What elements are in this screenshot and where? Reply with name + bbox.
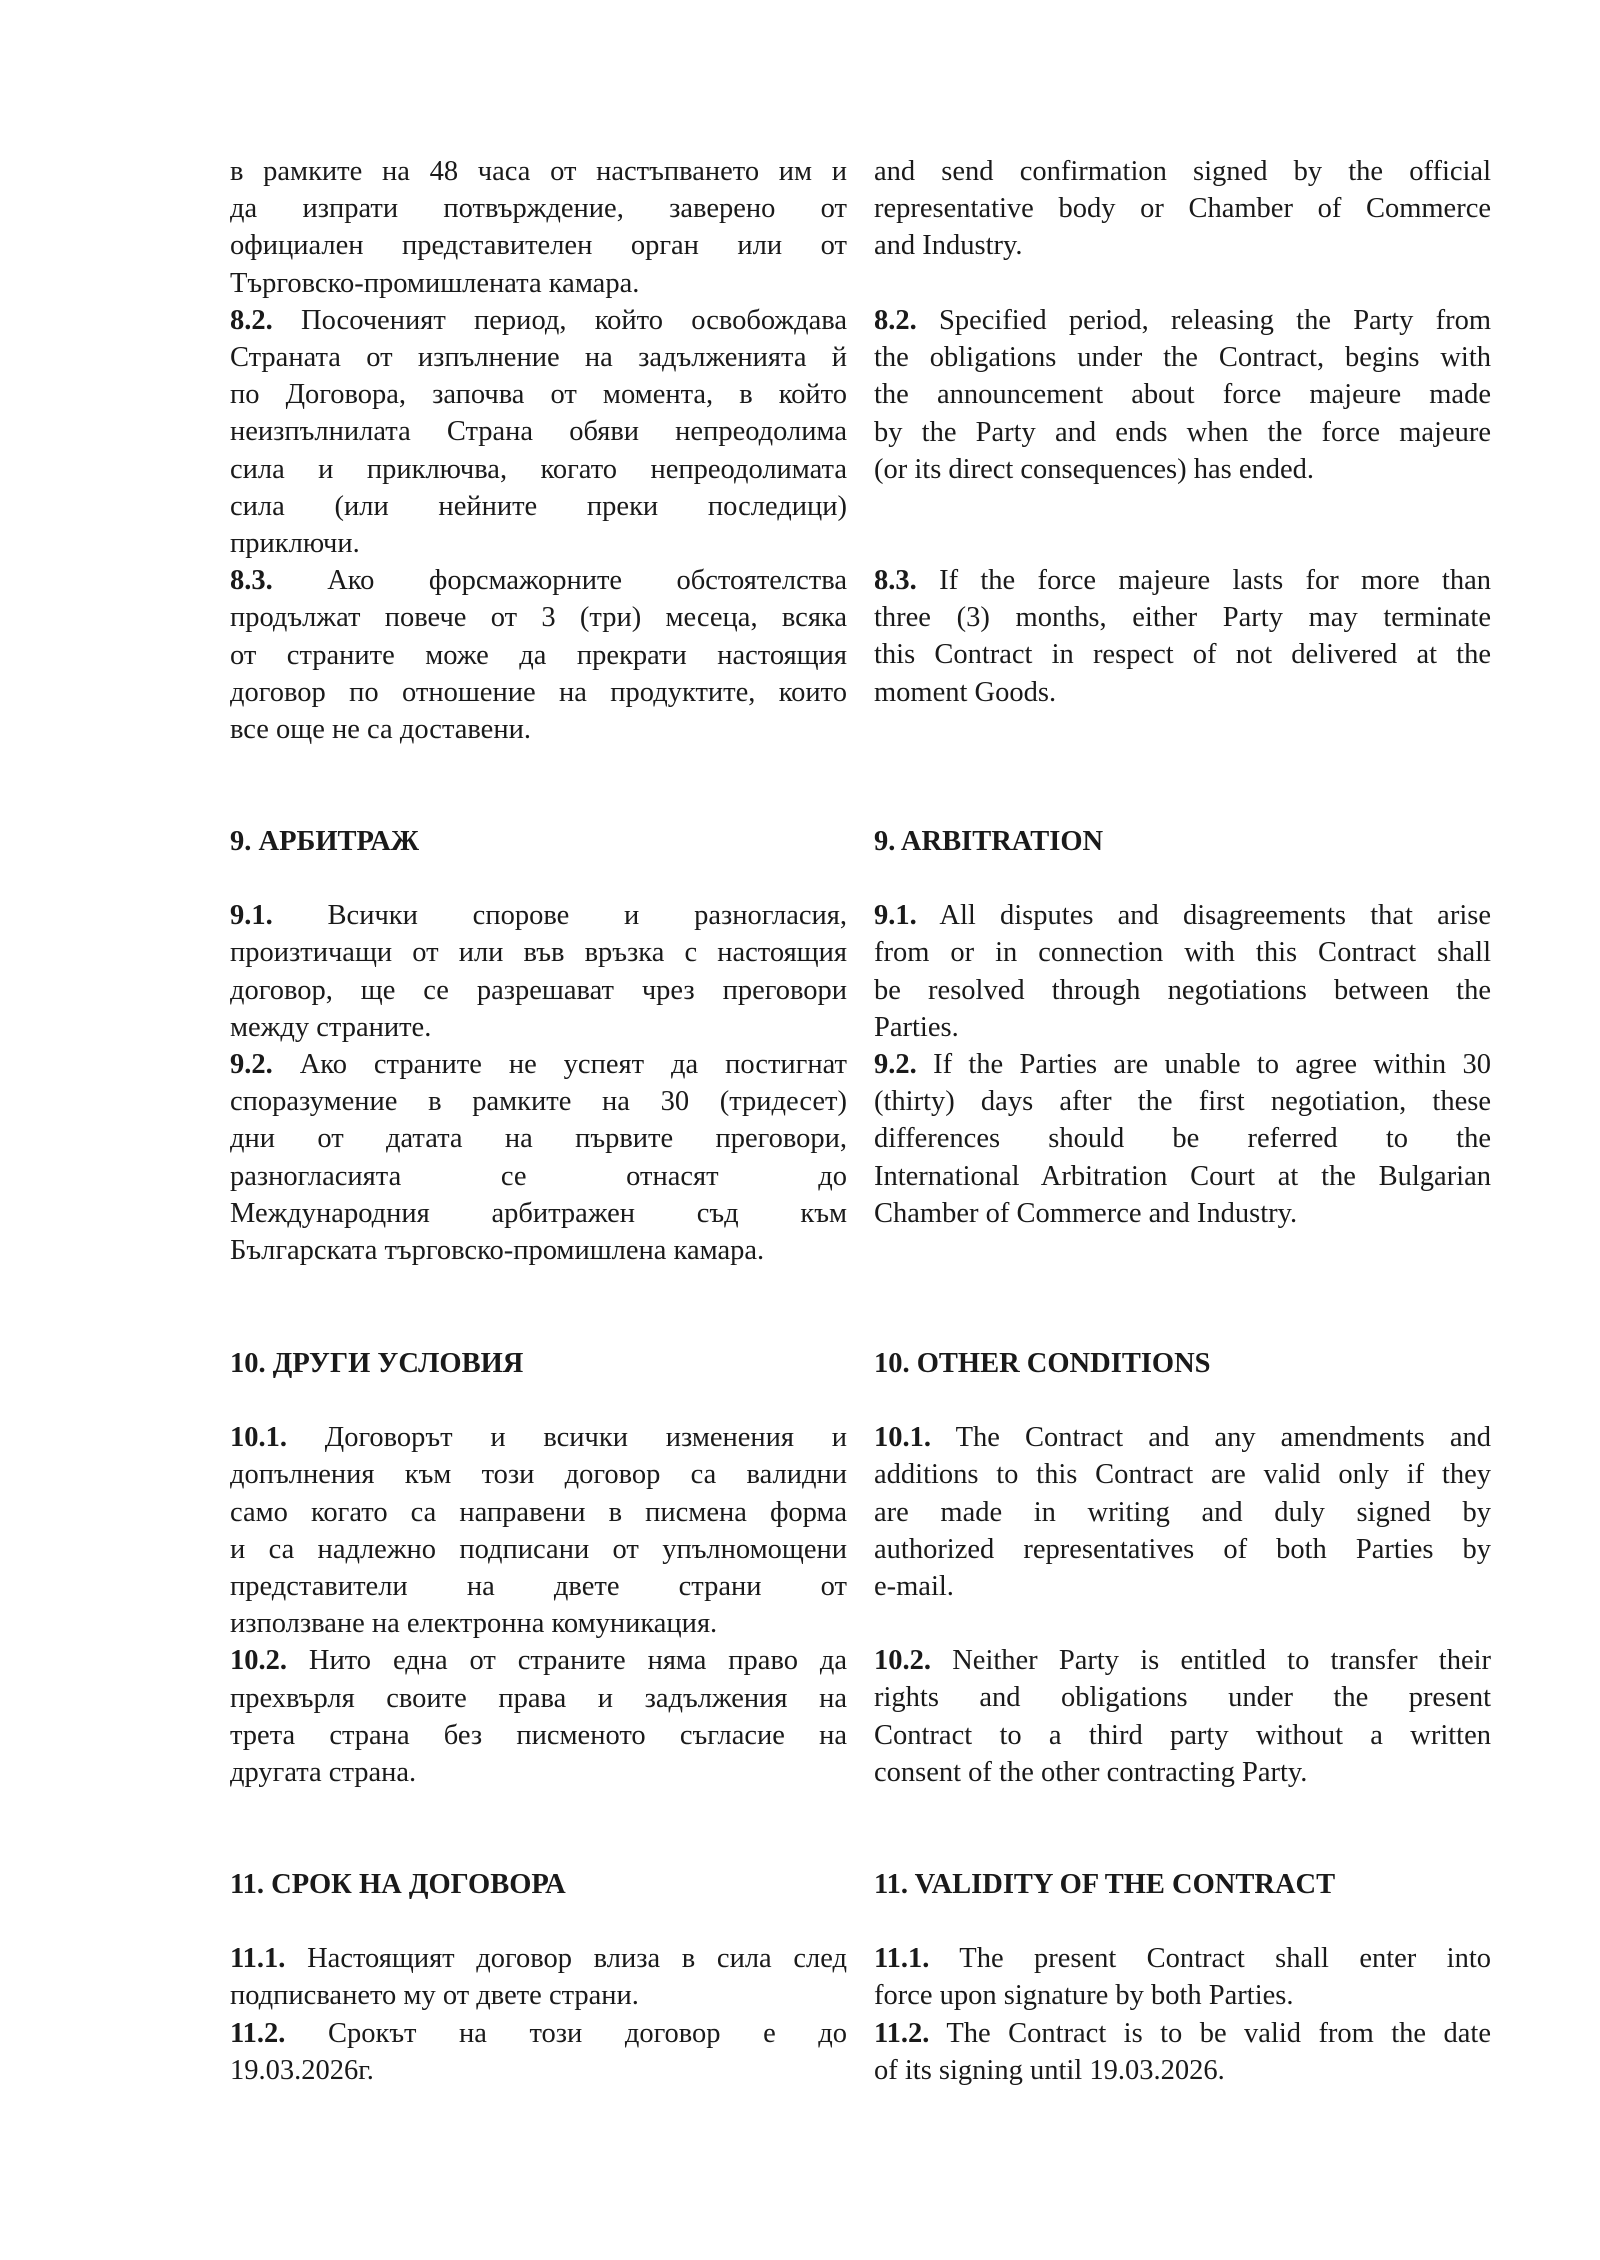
text-line: consent of the other contracting Party. xyxy=(874,1756,1308,1788)
clause-number: 8.3. xyxy=(874,565,917,596)
text-line: Международния арбитражен съд към xyxy=(230,1197,847,1229)
text-line: Contract to a third party without a written xyxy=(874,1719,1491,1751)
text-line: неизпълнилата Страна обяви непреодолима xyxy=(230,416,847,448)
text-line: force upon signature by both Parties. xyxy=(874,1980,1294,2012)
text-line: Българската търговско-промишлена камара. xyxy=(230,1235,765,1267)
text-line: Chamber of Commerce and Industry. xyxy=(874,1197,1298,1229)
text-line: продължат повече от 3 (три) месеца, всяка xyxy=(230,602,847,634)
text-line: подписването му от двете страни. xyxy=(230,1980,639,2012)
text-line: сила (или нейните преки последици) xyxy=(230,490,847,522)
clause-8-2 xyxy=(874,302,1491,488)
text-line: 10.2. Neither Party is entitled to transfer their xyxy=(874,1645,1492,1677)
text-line: 9.2. Ако страните не успеят да постигнат xyxy=(230,1049,847,1081)
text-line: приключи. xyxy=(230,528,360,560)
text-line: rights and obligations under the present xyxy=(874,1682,1491,1714)
text-line: 8.3. Ако форсмажорните обстоятелства xyxy=(230,565,847,597)
clause-number: 9.2. xyxy=(230,1049,273,1081)
text-line: в рамките на 48 часа от настъпването им и xyxy=(230,156,847,187)
clause-8-1-tail xyxy=(230,153,847,302)
text-line: споразумение в рамките на 30 (тридесет) xyxy=(230,1086,847,1118)
text-line: 11.2. The Contract is to be valid from the date xyxy=(874,2017,1491,2049)
text-line: и са надлежно подписани от упълномощени xyxy=(230,1533,847,1565)
text-line: and Industry. xyxy=(874,230,1023,262)
text-line: 9.1. Всички спорове и разногласия, xyxy=(230,900,847,932)
clause-number: 10.2. xyxy=(230,1645,287,1677)
text-line: трета страна без писменото съгласие на xyxy=(230,1719,847,1751)
english-column xyxy=(874,1866,1491,2089)
text-line: 8.2. Specified period, releasing the Party from xyxy=(874,305,1492,336)
clause-number: 11.2. xyxy=(230,2017,286,2049)
text-line: Parties. xyxy=(874,1011,959,1043)
text-line: използване на електронна комуникация. xyxy=(230,1608,718,1640)
clause-number: 11.1. xyxy=(230,1943,286,1975)
clause-9-1 xyxy=(874,897,1491,1046)
text-line: differences should be referred to the xyxy=(874,1123,1491,1155)
clause-8-3 xyxy=(230,562,847,748)
text-line: другата страна. xyxy=(230,1757,417,1789)
clause-8-2 xyxy=(230,302,847,562)
text-line: договор, ще се разрешават чрез преговори xyxy=(230,974,847,1006)
clause-number: 11.2. xyxy=(874,2017,930,2049)
section-heading: 10. OTHER CONDITIONS xyxy=(874,1348,1211,1379)
text-line: the announcement about force majeure made xyxy=(874,379,1491,411)
text-line: произтичащи от или във връзка с настоящия xyxy=(230,937,847,969)
text-line: 11.2. Срокът на този договор е до xyxy=(230,2017,848,2049)
clause-9-2 xyxy=(230,1046,847,1269)
text-line: по Договора, започва от момента, в който xyxy=(230,379,847,411)
clause-number: 8.2. xyxy=(874,305,917,336)
text-line: 8.2. Посоченият период, който освобождава xyxy=(230,304,847,336)
clause-10-2 xyxy=(230,1642,847,1791)
text-line: разногласията се отнасят до xyxy=(230,1160,847,1192)
section-heading: 11. VALIDITY OF THE CONTRACT xyxy=(874,1869,1336,1900)
text-line: and send confirmation signed by the official xyxy=(874,156,1491,187)
text-line: между страните. xyxy=(230,1011,432,1043)
bulgarian-column xyxy=(230,1345,847,1791)
text-line: authorized representatives of both Parties by xyxy=(874,1533,1491,1565)
text-line: this Contract in respect of not delivered at the xyxy=(874,639,1491,671)
clause-number: 8.3. xyxy=(230,565,273,597)
text-line: International Arbitration Court at the Bulgarian xyxy=(874,1160,1491,1192)
text-line: 11.1. Настоящият договор влиза в сила след xyxy=(230,1943,847,1975)
text-line: the obligations under the Contract, begins with xyxy=(874,342,1491,374)
text-line: 11.1. The present Contract shall enter into xyxy=(874,1943,1491,1975)
clause-11-2 xyxy=(230,2015,847,2089)
clause-10-2 xyxy=(874,1642,1491,1791)
clause-number: 10.1. xyxy=(230,1422,287,1454)
text-line: of its signing until 19.03.2026. xyxy=(874,2054,1225,2086)
text-line: by the Party and ends when the force majeure xyxy=(874,416,1491,448)
text-line: 9.2. If the Parties are unable to agree within 30 xyxy=(874,1049,1491,1081)
text-line: прехвърля своите права и задължения на xyxy=(230,1682,847,1714)
text-line: представители на двете страни от xyxy=(230,1571,847,1603)
clause-number: 9.2. xyxy=(874,1049,917,1081)
english-column xyxy=(874,823,1491,1232)
clause-9-2 xyxy=(874,1046,1491,1232)
text-line: допълнения към този договор са валидни xyxy=(230,1459,847,1491)
section-heading: 9. АРБИТРАЖ xyxy=(230,826,420,857)
bulgarian-column xyxy=(230,1866,847,2089)
text-line: официален представителен орган или от xyxy=(230,230,847,262)
clause-10-1 xyxy=(230,1419,847,1642)
text-line: само когато са направени в писмена форма xyxy=(230,1496,847,1528)
text-line: moment Goods. xyxy=(874,676,1057,708)
text-line: все още не са доставени. xyxy=(230,714,531,746)
text-line: от страните може да прекрати настоящия xyxy=(230,639,847,671)
clause-number: 10.2. xyxy=(874,1645,931,1677)
section-heading: 10. ДРУГИ УСЛОВИЯ xyxy=(230,1348,524,1379)
clause-8-1-tail xyxy=(874,153,1491,265)
text-line: сила и приключва, когато непреодолимата xyxy=(230,453,847,485)
clause-number: 11.1. xyxy=(874,1943,930,1975)
text-line: representative body or Chamber of Commerce xyxy=(874,193,1491,225)
text-line: 8.3. If the force majeure lasts for more than xyxy=(874,565,1491,596)
clause-number: 9.1. xyxy=(230,900,273,932)
text-line: договор по отношение на продуктите, които xyxy=(230,676,847,708)
clause-11-1 xyxy=(230,1940,847,2014)
section-heading: 9. ARBITRATION xyxy=(874,826,1104,857)
text-line: from or in connection with this Contract shall xyxy=(874,937,1491,969)
text-line: Търговско-промишлената камара. xyxy=(230,267,640,299)
clause-8-3 xyxy=(874,562,1491,711)
english-column xyxy=(874,153,1492,708)
text-line: 10.1. Договорът и всички изменения и xyxy=(230,1422,848,1454)
bulgarian-column xyxy=(230,153,847,748)
text-line: are made in writing and duly signed by xyxy=(874,1496,1491,1528)
clause-number: 10.1. xyxy=(874,1422,931,1454)
clause-number: 8.2. xyxy=(230,304,273,336)
clause-10-1 xyxy=(874,1419,1491,1605)
text-line: 19.03.2026г. xyxy=(230,2054,374,2086)
text-line: да изпрати потвърждение, заверено от xyxy=(230,193,847,225)
text-line: 10.1. The Contract and any amendments and xyxy=(874,1422,1491,1454)
text-line: be resolved through negotiations between the xyxy=(874,974,1491,1006)
text-line: Страната от изпълнение на задълженията й xyxy=(230,342,847,374)
text-line: (thirty) days after the first negotiation, these xyxy=(874,1086,1491,1118)
clause-11-2 xyxy=(874,2015,1491,2089)
clause-9-1 xyxy=(230,897,847,1046)
text-line: three (3) months, either Party may terminate xyxy=(874,602,1491,634)
clause-11-1 xyxy=(874,1940,1491,2014)
text-line: additions to this Contract are valid only if they xyxy=(874,1459,1491,1491)
clause-number: 9.1. xyxy=(874,900,917,932)
text-line: 10.2. Нито една от страните няма право да xyxy=(230,1645,848,1677)
text-line: e-mail. xyxy=(874,1571,954,1603)
bulgarian-column xyxy=(230,823,847,1269)
text-line: (or its direct consequences) has ended. xyxy=(874,453,1314,485)
section-heading: 11. СРОК НА ДОГОВОРА xyxy=(230,1869,566,1900)
text-line: дни от датата на първите преговори, xyxy=(230,1123,847,1155)
text-line: 9.1. All disputes and disagreements that arise xyxy=(874,900,1491,932)
english-column xyxy=(874,1345,1491,1791)
